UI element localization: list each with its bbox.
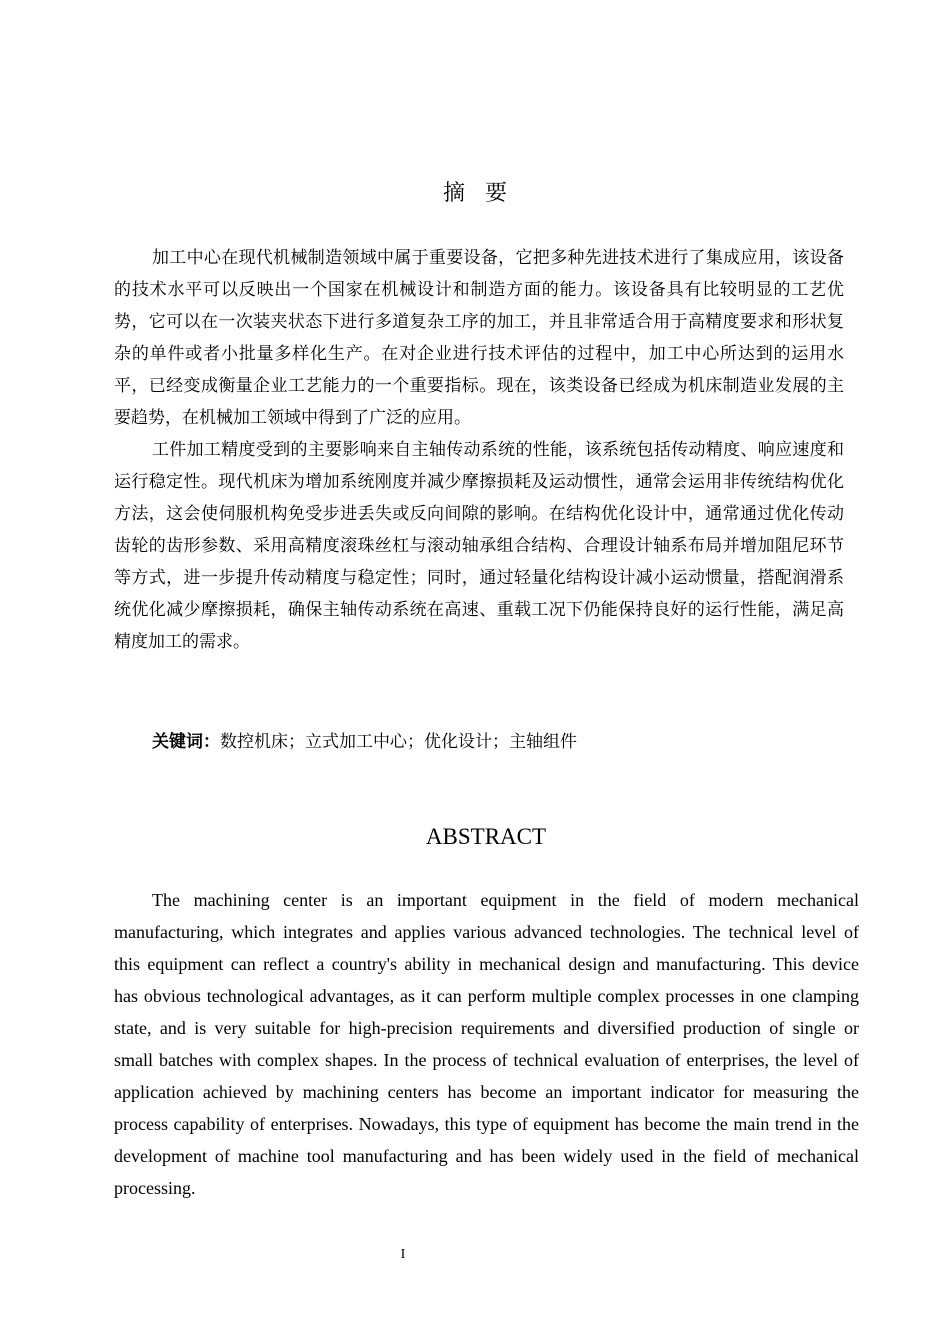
keywords-list: 数控机床；立式加工中心；优化设计；主轴组件 <box>220 732 577 752</box>
chinese-abstract-paragraph-2: 工件加工精度受到的主要影响来自主轴传动系统的性能，该系统包括传动精度、响应速度和运行稳定性。现代机床为增加系统刚度并减少摩擦损耗及运动惯性，通常会运用非传统结构优化方法，这会使伺服机构免受步进丢失或反向间隙的影响。在结构优化设计中，通常通过优化传动齿轮的齿形参数、采用高精度滚珠丝杠与滚动轴承组合结构、合理设计轴系布局并增加阻尼环节等方式，进一步提升传动精度与稳定性；同时，通过轻量化结构设计减小运动惯量，搭配润滑系统优化减少摩擦损耗，确保主轴传动系统在高速、重载工况下仍能保持良好的运行性能，满足高精度加工的需求。 <box>114 440 844 652</box>
page-number: I <box>400 1247 406 1262</box>
chinese-abstract-title: 摘要 <box>442 181 527 206</box>
english-abstract-body <box>114 884 859 1204</box>
chinese-abstract-body <box>114 242 844 658</box>
keywords-label: 关键词： <box>152 732 220 752</box>
chinese-abstract-paragraph-1: 加工中心在现代机械制造领域中属于重要设备，它把多种先进技术进行了集成应用，该设备的技术水平可以反映出一个国家在机械设计和制造方面的能力。该设备具有比较明显的工艺优势，它可以在一次装夹状态下进行多道复杂工序的加工，并且非常适合用于高精度要求和形状复杂的单件或者小批量多样化生产。在对企业进行技术评估的过程中，加工中心所达到的运用水平，已经变成衡量企业工艺能力的一个重要指标。现在，该类设备已经成为机床制造业发展的主要趋势，在机械加工领域中得到了广泛的应用。 <box>114 248 844 428</box>
chinese-keywords <box>152 726 852 758</box>
english-abstract-paragraph-1: The machining center is an important equipment in the field of modern mechanical manufacturing, which integrates and applies various advanced technologies. The technical level of this equipment can reflect a country's ability in mechanical design and manufacturing. This device has obvious technological advantages, as it can perform multiple complex processes in one clamping state, and is very suitable for high-precision requirements and diversified production of single or small batches with complex shapes. In the process of technical evaluation of enterprises, the level of application achieved by machining centers has become an important indicator for measuring the process capability of enterprises. Nowadays, this type of equipment has become the main trend in the development of machine tool manufacturing and has been widely used in the field of mechanical processing. <box>114 890 859 1198</box>
english-abstract-title: ABSTRACT <box>425 824 547 849</box>
